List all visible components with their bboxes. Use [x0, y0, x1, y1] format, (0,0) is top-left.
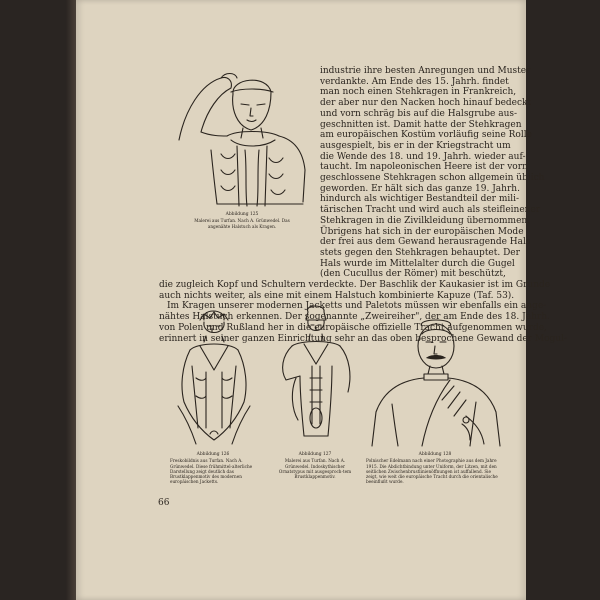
figure-128-caption: [366, 452, 504, 485]
text-line: die zugleich Kopf und Schultern verdeckte. Der Baschlik der Kaukasier ist im Grunde: [159, 280, 551, 290]
book-edge: [66, 0, 76, 600]
figure-125-caption: [188, 212, 296, 229]
text-line: die Wende des 18. und 19. Jahrh. wieder auf-: [320, 151, 526, 162]
figure-125-label: Abbildung 125: [225, 212, 259, 217]
figure-127-label: Abbildung 127: [298, 452, 332, 457]
text-line: industrie ihre besten Anregungen und Muster: [320, 66, 531, 76]
text-line: der aber nur den Nacken hoch hinauf bedeckt: [320, 98, 532, 109]
text-line: und vorn schräg bis auf die Halsgrube aus-: [320, 108, 518, 119]
text-line: Übrigens hat sich in der europäischen Mode: [320, 226, 524, 237]
figure-126-text: Freskobildnis aus Turfan. Nach A. Grünwedel. Diese frühmittel-alterliche Darstellung zeigt deutlich das Brustklappenmotiv des modernen europäischen Jacketts.: [170, 458, 253, 485]
text-line: hindurch als wichtiger Bestandteil der mili-: [320, 194, 520, 205]
text-line: geworden. Er hält sich das ganze 19. Jahrh.: [320, 183, 520, 194]
text-line: verdankte. Am Ende des 15. Jahrh. findet: [320, 76, 509, 87]
figure-125-text: Malerei aus Turfan. Nach A. Grünwedel. Das angenähte Halstuch als Kragen.: [194, 218, 290, 229]
text-line: von Polen und Rußland her in die europäische offizielle Tracht aufgenommen wurde,: [159, 322, 547, 333]
figure-125-illustration: [171, 70, 311, 210]
text-line: taucht. Im napoleonischen Heere ist der vorn: [320, 162, 528, 173]
figure-128-illustration: [366, 320, 506, 446]
text-line: geschlossene Stehkragen schon allgemein üblich: [320, 173, 545, 183]
figure-126-label: Abbildung 126: [196, 452, 230, 457]
text-line: stets gegen den Stehkragen behauptet. Der: [320, 247, 520, 258]
text-line: Hals wurde im Mittelalter durch die Gugel: [320, 258, 515, 269]
page-number: 66: [158, 498, 170, 508]
text-line: nähtes Halstuch erkennen. Der sogenannte „Zweireiher", der am Ende des 18. Jahrh.: [159, 312, 550, 323]
text-line: man noch einen Stehkragen in Frankreich,: [320, 87, 517, 98]
figure-127-illustration: [270, 306, 360, 446]
figure-128-text: Polnischer Edelmann nach einer Photographie aus dem Jahre 1915. Die Abdichtbindung unter Uniform, der Litzen, mit den seitlichen Zwischenbrustlinienöffnungen ist auffallend. Sie zeigt, wie weit die europäische Tracht durch die orientalische beeinflußt wurde.: [366, 458, 498, 485]
book-page: [76, 0, 567, 600]
text-line: der frei aus dem Gewand herausragende Hals: [320, 237, 531, 248]
text-line: erinnert in seiner ganzen Einrichtung sehr an das oben besprochene Gewand der Mogul-: [159, 333, 567, 344]
text-line: tärischen Tracht und wird auch als steifleinener: [320, 205, 541, 216]
text-line: Im Kragen unserer modernen Jacketts und Paletots müssen wir ebenfalls ein ange-: [167, 301, 547, 312]
figure-126-illustration: [170, 306, 260, 446]
text-line: auch nichts weiter, als eine mit einem Halstuch kombinierte Kapuze (Taf. 53).: [159, 290, 515, 301]
text-line: geschnitten ist. Damit hatte der Stehkragen: [320, 119, 522, 130]
text-line: (den Cucullus der Römer) mit beschützt,: [320, 269, 506, 280]
figure-127-text: Malerei aus Turfan. Nach A. Grünwedel. Indoskythischer Ornatstypus mit ausgesproch-tem Brustklappenmotiv.: [278, 458, 352, 480]
text-line: am europäischen Kostüm vorläufig seine Rolle: [320, 130, 532, 141]
text-line: ausgespielt, bis er in der Kriegstracht um: [320, 140, 511, 151]
figure-127-caption: [272, 452, 358, 479]
figure-128-label: Abbildung 128: [418, 452, 452, 457]
text-line: Stehkragen in die Zivilkleidung übernommen.: [320, 215, 531, 226]
figure-126-caption: [170, 452, 256, 485]
